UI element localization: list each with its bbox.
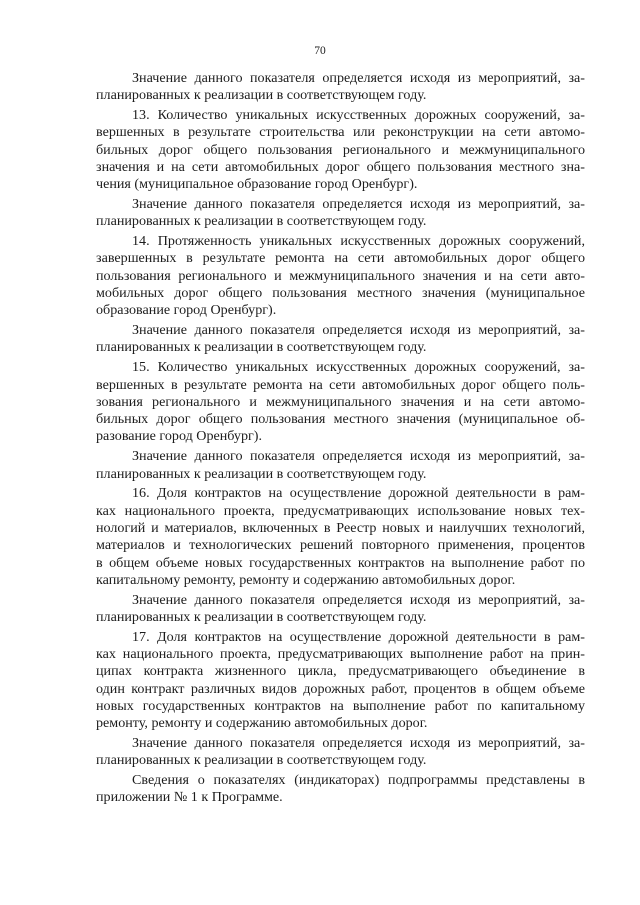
text-line: ках национального проекта, предусматривающих выполнение работ на прин- [96, 646, 585, 662]
para-indicators-reference [96, 772, 585, 807]
text-line: 16. Доля контрактов на осуществление дорожной деятельности в рам- [132, 485, 585, 502]
text-line: Значение данного показателя определяется исходя из мероприятий, за- [132, 734, 585, 751]
para-value-determination-6 [96, 735, 585, 770]
text-line: планированных к реализации в соответствующем году. [96, 608, 427, 625]
text-line: планированных к реализации в соответствующем году. [96, 465, 427, 482]
text-line: Значение данного показателя определяется исходя из мероприятий, за- [132, 70, 585, 86]
text-line: ремонту, ремонту и содержанию автомобильных дорог. [96, 715, 428, 732]
text-line: Значение данного показателя определяется исходя из мероприятий, за- [132, 196, 585, 213]
text-line: нологий и материалов, включенных в Реестр новых и наилучших технологий, [96, 519, 585, 536]
text-line: приложении № 1 к Программе. [96, 789, 283, 806]
text-line: ках национального проекта, предусматривающих использование новых тех- [96, 502, 585, 519]
text-line: бильных дорог общего пользования местного значения (муниципальное об- [96, 411, 585, 428]
text-line: зования регионального и межмуниципального значения и на сети автомо- [96, 393, 585, 410]
text-line: 14. Протяженность уникальных искусственных дорожных сооружений, [132, 233, 585, 250]
text-line: вершенных в результате ремонта на сети автомобильных дорог общего поль- [96, 376, 585, 393]
text-line: планированных к реализации в соответствующем году. [96, 339, 427, 356]
text-line: Значение данного показателя определяется исходя из мероприятий, за- [132, 322, 585, 339]
page-number: 70 [314, 45, 326, 57]
text-line: пользования регионального и межмуниципального значения и на сети авто- [96, 267, 585, 284]
text-line: в общем объеме новых государственных контрактов на выполнение работ по [96, 554, 585, 571]
text-line: 13. Количество уникальных искусственных дорожных сооружений, за- [132, 107, 585, 124]
text-line: разование город Оренбург). [96, 428, 263, 445]
document-body [96, 70, 585, 809]
text-line: капитальному ремонту, ремонту и содержанию автомобильных дорог. [96, 571, 516, 588]
text-line: образование город Оренбург). [96, 302, 277, 319]
text-line: планированных к реализации в соответствующем году. [96, 213, 427, 230]
text-line: ципах контракта жизненного цикла, предусматривающего объединение в [96, 663, 585, 680]
text-line: мобильных дорог общего пользования местного значения (муниципальное [96, 285, 585, 302]
text-line: 17. Доля контрактов на осуществление дорожной деятельности в рам- [132, 628, 585, 645]
text-line: один контракт различных видов дорожных работ, процентов в общем объеме [96, 680, 585, 697]
para-indicator-14 [96, 233, 585, 319]
text-line: 15. Количество уникальных искусственных дорожных сооружений, за- [132, 359, 585, 376]
text-line: завершенных в результате ремонта на сети автомобильных дорог общего [96, 250, 585, 267]
para-value-determination-3 [96, 322, 585, 357]
text-line: новых государственных контрактов на выполнение работ по капитальному [96, 697, 585, 714]
para-indicator-17 [96, 629, 585, 733]
text-line: материалов и технологических решений повторного применения, процентов [96, 537, 585, 554]
text-line: вершенных в результате строительства или реконструкции на сети автомо- [96, 124, 585, 141]
para-value-determination-1 [96, 70, 585, 105]
text-line: бильных дорог общего пользования регионального и межмуниципального [96, 141, 585, 158]
para-value-determination-5 [96, 592, 585, 627]
para-indicator-15 [96, 359, 585, 445]
para-indicator-13 [96, 107, 585, 193]
text-line: значения и на сети автомобильных дорог общего пользования местного зна- [96, 158, 585, 175]
para-indicator-16 [96, 485, 585, 589]
para-value-determination-2 [96, 196, 585, 231]
text-line: чения (муниципальное образование город Оренбург). [96, 176, 418, 193]
text-line: Значение данного показателя определяется исходя из мероприятий, за- [132, 448, 585, 465]
text-line: планированных к реализации в соответствующем году. [96, 87, 427, 104]
text-line: Сведения о показателях (индикаторах) подпрограммы представлены в [132, 772, 585, 789]
para-value-determination-4 [96, 448, 585, 483]
text-line: Значение данного показателя определяется исходя из мероприятий, за- [132, 591, 585, 608]
text-line: планированных к реализации в соответствующем году. [96, 752, 427, 769]
